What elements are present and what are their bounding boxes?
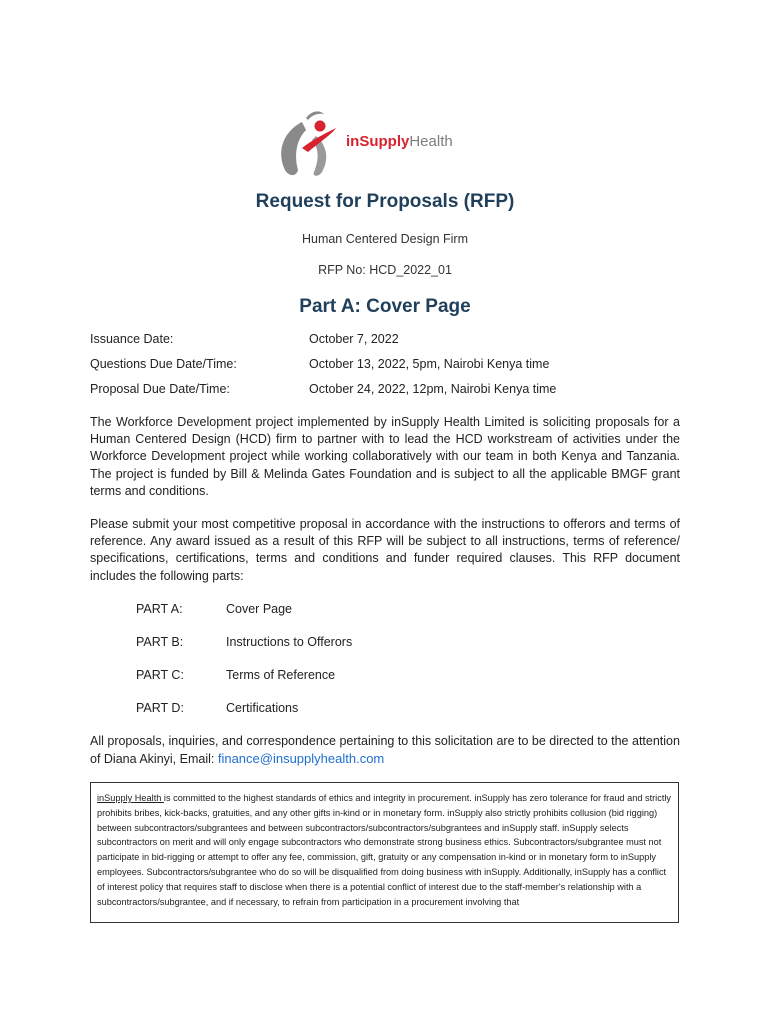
date-label: Questions Due Date/Time: bbox=[90, 357, 237, 371]
submit-paragraph: Please submit your most competitive proposal in accordance with the instructions to offerors and terms of reference. Any award issued as a result of this RFP will be subject to all instructions, terms of reference/ specifications, certifications, terms and conditions and funder required clauses. This RFP document includes the following parts: bbox=[90, 517, 680, 583]
section-heading: Part A: Cover Page bbox=[299, 296, 471, 317]
part-description: Certifications bbox=[226, 701, 299, 715]
ethics-notice-text bbox=[97, 791, 672, 909]
logo-brand-health: Health bbox=[409, 133, 453, 150]
part-label: PART B: bbox=[136, 635, 184, 649]
part-description: Terms of Reference bbox=[226, 668, 336, 682]
logo-wordmark bbox=[346, 133, 453, 150]
date-value: October 7, 2022 bbox=[309, 332, 399, 346]
contact-email-link[interactable]: finance@insupplyhealth.com bbox=[217, 751, 385, 767]
part-label: PART C: bbox=[136, 668, 184, 682]
document-subtitle: Human Centered Design Firm bbox=[301, 232, 469, 246]
ethics-body: is committed to the highest standards of ethics and integrity in procurement. inSupply has zero tolerance for fraud and strictly prohibits bribes, kick-backs, gratuities, and any other gifts in-kind or in monetary form. inSupply also strictly prohibits collusion (bid rigging) between subcontractors/subgrantees and between subcontractors/subcontractors/subgrantees and inSupply staff. inSupply selects subcontractors on merit and will only engage subcontractors who demonstrate strong business ethics. Subcontractors/subgrantee must not participate in bid-rigging or attempt to offer any fee, commission, gift, gratuity or any compensation in-kind or in monetary form to inSupply employees. Subcontractors/subgrantee who do so will be disqualified from doing business with inSupply. Additionally, inSupply has a conflict of interest policy that requires staff to disclose when there is a potential conflict of interest due to the staff-member's relationship with a subcontractors/subgrantee, and if necessary, to refrain from participation in a procurement involving that bbox=[97, 793, 672, 907]
insupply-figure-icon bbox=[272, 100, 352, 180]
date-value: October 13, 2022, 5pm, Nairobi Kenya time bbox=[309, 357, 550, 371]
contact-paragraph bbox=[90, 733, 680, 768]
document-title: Request for Proposals (RFP) bbox=[255, 191, 515, 212]
contact-text: All proposals, inquiries, and correspondence pertaining to this solicitation are to be directed to the attention of Diana Akinyi, Email: bbox=[90, 734, 680, 767]
intro-paragraph: The Workforce Development project implemented by inSupply Health Limited is soliciting proposals for a Human Centered Design (HCD) firm to partner with to lead the HCD workstream of activities under the Workforce Development project while working collaboratively with our team in both Kenya and Tanzania. The project is funded by Bill & Melinda Gates Foundation and is subject to all the applicable BMGF grant terms and conditions. bbox=[90, 415, 680, 498]
ethics-notice-box bbox=[90, 782, 679, 923]
date-label: Proposal Due Date/Time: bbox=[90, 382, 230, 396]
insupply-health-logo bbox=[272, 100, 472, 180]
date-label: Issuance Date: bbox=[90, 332, 174, 346]
part-description: Instructions to Offerors bbox=[226, 635, 353, 649]
part-label: PART D: bbox=[136, 701, 184, 715]
date-value: October 24, 2022, 12pm, Nairobi Kenya time bbox=[309, 382, 557, 396]
ethics-org-name: inSupply Health bbox=[97, 793, 164, 803]
rfp-number: RFP No: HCD_2022_01 bbox=[318, 263, 452, 277]
part-description: Cover Page bbox=[226, 602, 293, 616]
logo-brand-insupply: inSupply bbox=[346, 133, 410, 150]
part-label: PART A: bbox=[136, 602, 183, 616]
